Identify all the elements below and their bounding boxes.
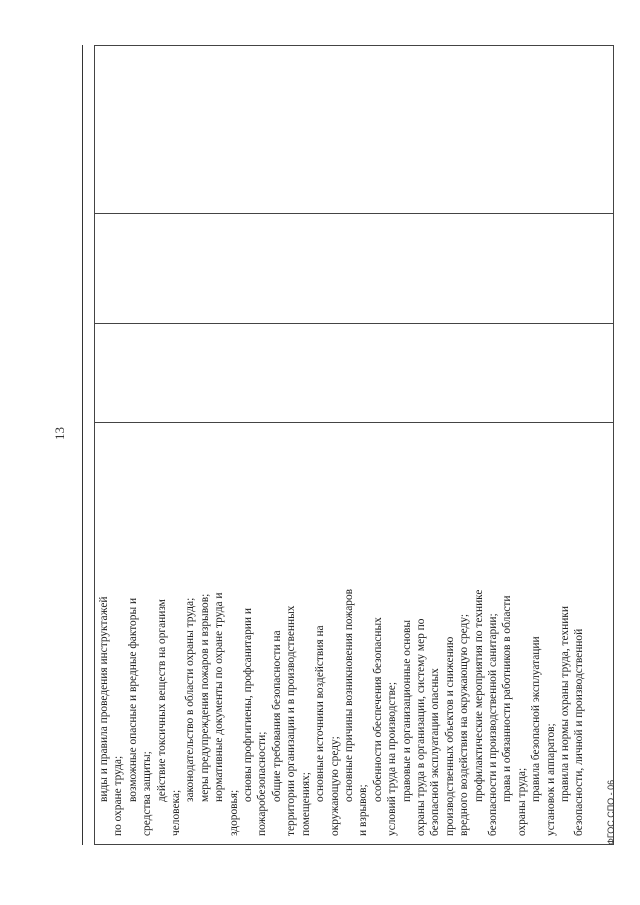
cell-line: производственных объектов и снижению — [443, 636, 456, 836]
cell-line: вредного воздействия на окружающую среду; — [458, 613, 471, 836]
cell-line: общие требования безопасности на — [270, 630, 283, 802]
cell-line: действие токсичных веществ на организм — [155, 599, 168, 802]
cell-line: основные источники воздействия на — [314, 625, 327, 802]
cell-line: возможные опасные и вредные факторы и — [126, 597, 139, 802]
cell-line: безопасности и производственной санитарии; — [486, 613, 499, 836]
cell-line: условий труда на производстве; — [386, 682, 399, 836]
column-divider-3 — [95, 213, 613, 214]
cell-line: особенности обеспечения безопасных — [371, 617, 384, 802]
cell-line: правила безопасной эксплуатации — [530, 636, 543, 802]
page-number: 13 — [52, 427, 67, 440]
cell-line: охраны труда; — [515, 767, 528, 836]
cell-line: здоровья; — [227, 789, 240, 836]
cell-line: права и обязанности работников в области — [501, 595, 514, 802]
footer-code: ФГОС СПО - 06 — [606, 779, 616, 845]
cell-line: окружающую среду; — [328, 736, 341, 836]
cell-line: виды и правила проведения инструктажей — [98, 596, 110, 802]
column-divider-2 — [95, 323, 613, 324]
cell-line: правила и нормы охраны труда, техники — [559, 606, 571, 802]
cell-line: правовые и организационные основы — [400, 619, 413, 802]
cell-line: профилактические мероприятия по технике — [472, 589, 485, 802]
requirements-table — [94, 45, 614, 845]
cell-line: средства защиты; — [141, 751, 154, 836]
cell-line: охраны труда в организации, систему мер по — [414, 618, 427, 836]
top-rule — [82, 45, 83, 845]
cell-line: пожаробезопасности; — [256, 731, 269, 836]
cell-line: основные причины возникновения пожаров — [342, 588, 355, 802]
cell-line: безопасности, личной и производственной — [573, 628, 586, 836]
competency-list-cell — [97, 438, 587, 836]
cell-line: помещениях; — [299, 772, 312, 836]
cell-line: человека; — [170, 789, 183, 836]
cell-line: территории организации и в производственных — [285, 605, 298, 836]
cell-line: нормативные документы по охране труда и — [213, 592, 226, 802]
cell-line: по охране труда; — [112, 755, 125, 836]
cell-line: и взрывов; — [357, 784, 370, 836]
cell-line: установок и аппаратов; — [544, 723, 557, 836]
cell-line: безопасной эксплуатации опасных — [429, 668, 442, 836]
column-divider-1 — [95, 422, 613, 423]
cell-line: законодательство в области охраны труда; — [184, 597, 197, 802]
cell-line: основы профгигиены, профсанитарии и — [242, 608, 255, 802]
cell-line: меры предупреждения пожаров и взрывов; — [198, 593, 211, 802]
